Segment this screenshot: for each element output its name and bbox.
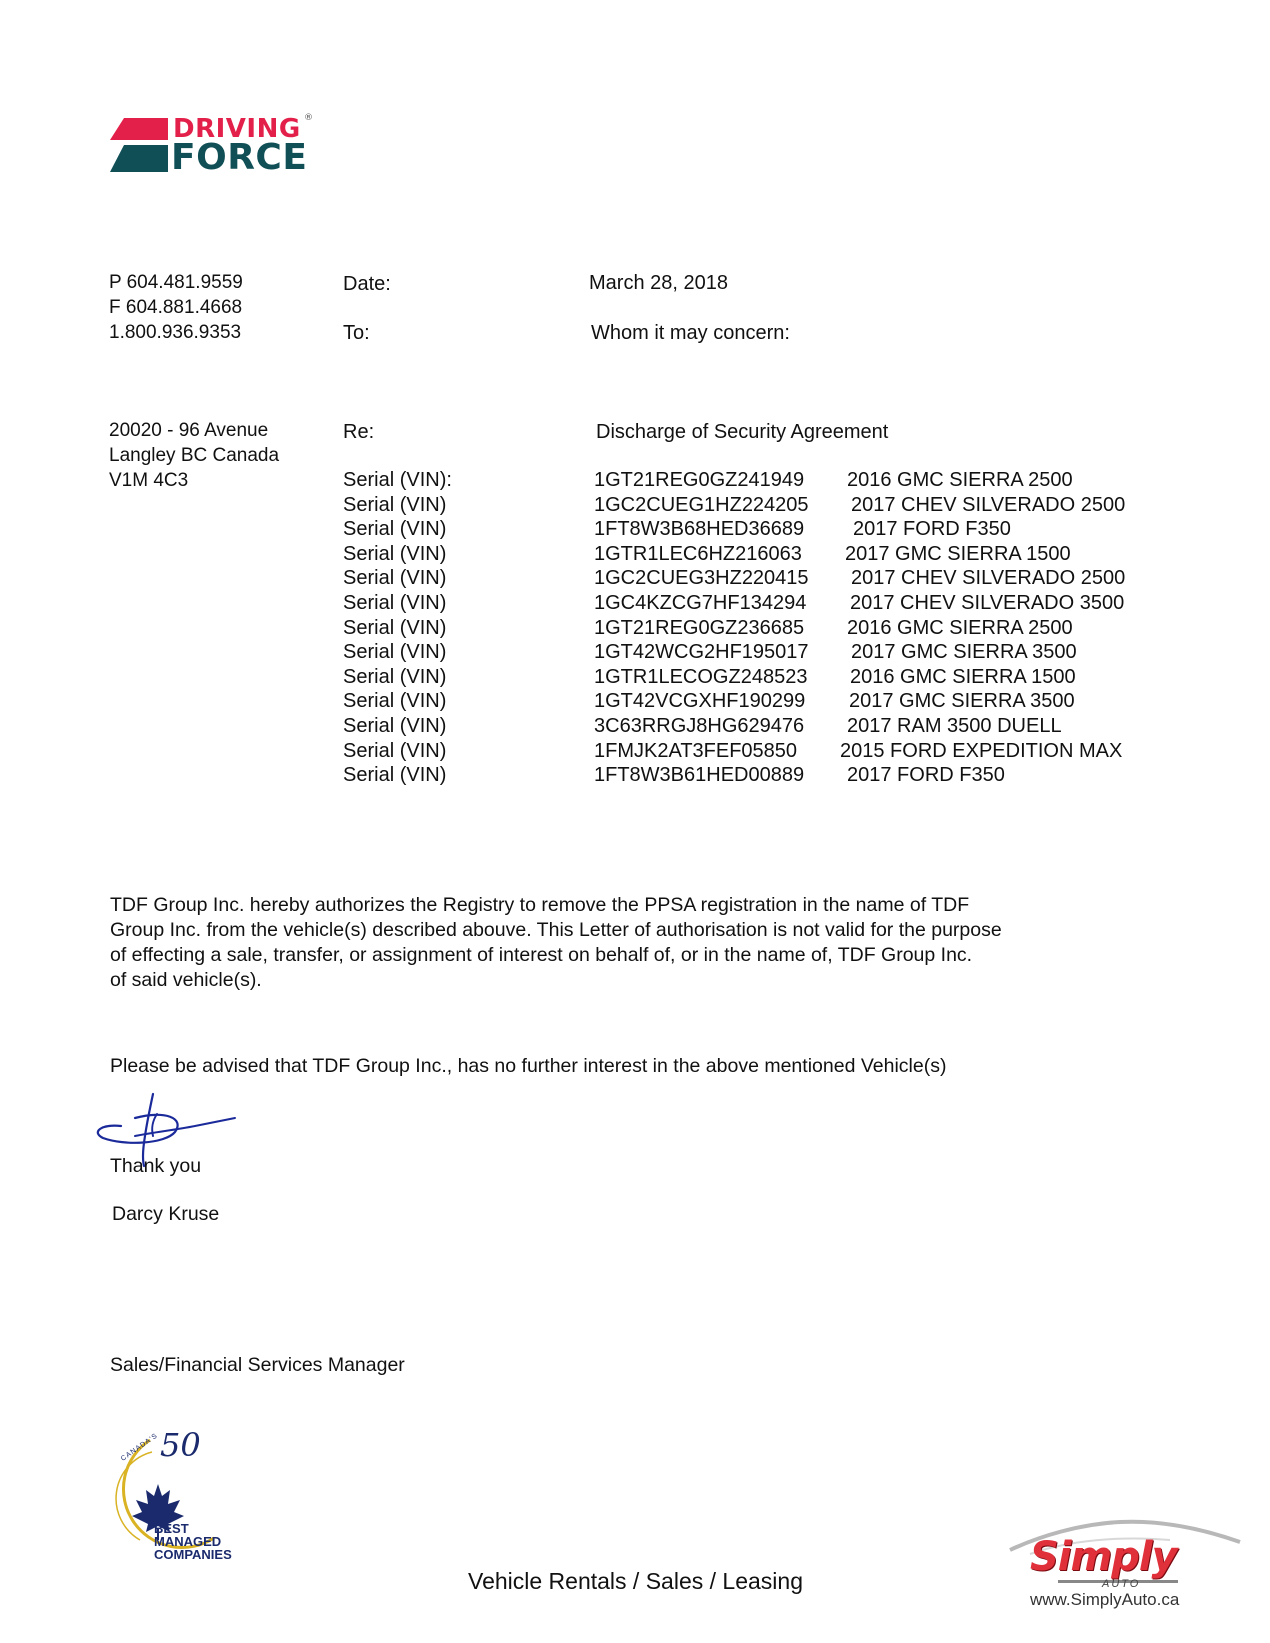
re-label: Re: xyxy=(343,421,375,443)
address-line-3: V1M 4C3 xyxy=(109,470,189,491)
award-number: 50 xyxy=(160,1426,201,1464)
logo-word-driving: DRIVING xyxy=(173,114,301,144)
vehicle-row xyxy=(343,469,1270,494)
vehicle-list xyxy=(343,469,1243,799)
vehicle-description: 2017 CHEV SILVERADO 2500 xyxy=(851,493,1126,516)
address-block xyxy=(109,418,279,493)
vin-number: 1GTR1LEC6HZ216063 xyxy=(594,542,802,565)
simply-auto-logo xyxy=(1000,1510,1245,1615)
to-label: To: xyxy=(343,322,370,344)
vin-label: Serial (VIN) xyxy=(343,739,447,762)
vehicle-description: 2017 GMC SIERRA 3500 xyxy=(851,641,1077,664)
authorization-paragraph xyxy=(110,893,1170,993)
award-arc-text: CANADA'S xyxy=(119,1432,160,1463)
vin-label: Serial (VIN) xyxy=(343,493,447,516)
simply-brand: Simply xyxy=(1030,1534,1177,1580)
vin-number: 3C63RRGJ8HG629476 xyxy=(594,715,805,737)
vin-label: Serial (VIN) xyxy=(343,616,447,639)
vehicle-description: 2016 GMC SIERRA 2500 xyxy=(847,469,1073,491)
vin-label: Serial (VIN) xyxy=(343,518,447,541)
vehicle-row xyxy=(343,740,1270,765)
vin-number: 1GTR1LECOGZ248523 xyxy=(594,665,808,688)
logo-word-force: FORCE xyxy=(171,137,308,178)
thank-you-text: Thank you xyxy=(110,1155,202,1177)
paragraph-line: of effecting a sale, transfer, or assignment of interest on behalf of, or in the name of, TDF Group Inc. xyxy=(110,944,973,966)
vehicle-row xyxy=(343,690,1270,715)
award-line-2: MANAGED xyxy=(154,1534,222,1549)
vin-label: Serial (VIN) xyxy=(343,715,447,737)
vin-number: 1GT42VCGXHF190299 xyxy=(594,690,806,713)
re-value: Discharge of Security Agreement xyxy=(596,421,889,443)
vehicle-description: 2017 FORD F350 xyxy=(853,518,1011,541)
contact-block xyxy=(109,270,243,345)
vin-number: 1GT21REG0GZ241949 xyxy=(594,469,805,491)
vin-number: 1FT8W3B61HED00889 xyxy=(594,764,805,787)
vin-label: Serial (VIN) xyxy=(343,641,447,664)
vehicle-row xyxy=(343,567,1270,592)
vehicle-description: 2017 GMC SIERRA 3500 xyxy=(849,690,1075,713)
signer-title: Sales/Financial Services Manager xyxy=(110,1354,405,1376)
vin-label: Serial (VIN) xyxy=(343,567,447,590)
vehicle-row xyxy=(343,715,1270,740)
vin-label: Serial (VIN) xyxy=(343,592,447,614)
date-label: Date: xyxy=(343,273,391,295)
vehicle-description: 2016 GMC SIERRA 2500 xyxy=(847,616,1073,639)
driving-force-logo xyxy=(110,113,330,178)
vin-number: 1GC4KZCG7HF134294 xyxy=(594,592,807,614)
vin-label: Serial (VIN) xyxy=(343,764,447,787)
simply-sub: AUTO xyxy=(1102,1578,1141,1590)
vin-number: 1GT21REG0GZ236685 xyxy=(594,616,805,639)
vehicle-row xyxy=(343,617,1270,642)
notice-text: Please be advised that TDF Group Inc., has no further interest in the above mentioned Vehicle(s) xyxy=(110,1055,947,1077)
signer-name: Darcy Kruse xyxy=(112,1203,220,1225)
vin-label: Serial (VIN) xyxy=(343,690,447,713)
to-value: Whom it may concern: xyxy=(591,322,790,344)
vin-number: 1FMJK2AT3FEF05850 xyxy=(594,739,798,762)
vehicle-description: 2017 CHEV SILVERADO 3500 xyxy=(850,592,1125,614)
footer-tagline: Vehicle Rentals / Sales / Leasing xyxy=(468,1568,803,1594)
vehicle-description: 2017 CHEV SILVERADO 2500 xyxy=(851,567,1126,590)
vehicle-description: 2016 GMC SIERRA 1500 xyxy=(850,665,1076,688)
vehicle-row xyxy=(343,543,1270,568)
paragraph-line: Group Inc. from the vehicle(s) described abouve. This Letter of authorisation is not valid for the purpose xyxy=(110,919,1002,941)
award-line-1: BEST xyxy=(154,1521,189,1536)
vehicle-description: 2017 GMC SIERRA 1500 xyxy=(845,542,1071,565)
vin-number: 1GT42WCG2HF195017 xyxy=(594,641,809,664)
simply-url: www.SimplyAuto.ca xyxy=(1030,1590,1180,1609)
vin-number: 1GC2CUEG1HZ224205 xyxy=(594,493,809,516)
vin-label: Serial (VIN): xyxy=(343,469,452,491)
address-line-1: 20020 - 96 Avenue xyxy=(109,420,269,441)
vehicle-row xyxy=(343,666,1270,691)
vin-number: 1GC2CUEG3HZ220415 xyxy=(594,567,809,590)
fax-number: F 604.881.4668 xyxy=(109,297,243,318)
paragraph-line: of said vehicle(s). xyxy=(110,969,262,991)
vin-number: 1FT8W3B68HED36689 xyxy=(594,518,805,541)
award-text xyxy=(154,1522,232,1561)
vehicle-description: 2017 FORD F350 xyxy=(847,764,1005,787)
vin-label: Serial (VIN) xyxy=(343,665,447,688)
award-line-3: COMPANIES xyxy=(154,1547,232,1562)
phone-number: P 604.481.9559 xyxy=(109,272,243,293)
date-value: March 28, 2018 xyxy=(589,272,728,294)
vehicle-description: 2017 RAM 3500 DUELL xyxy=(847,715,1062,737)
paragraph-line: TDF Group Inc. hereby authorizes the Registry to remove the PPSA registration in the name of TDF xyxy=(110,894,970,916)
vehicle-row xyxy=(343,764,1270,789)
vehicle-row xyxy=(343,641,1270,666)
vehicle-row xyxy=(343,518,1270,543)
vehicle-row xyxy=(343,494,1270,519)
best-managed-companies-badge xyxy=(88,1428,248,1573)
address-line-2: Langley BC Canada xyxy=(109,445,280,466)
logo-registered-mark: ® xyxy=(304,113,313,123)
toll-free-number: 1.800.936.9353 xyxy=(109,322,242,343)
vehicle-description: 2015 FORD EXPEDITION MAX xyxy=(840,739,1123,762)
vin-label: Serial (VIN) xyxy=(343,542,447,565)
vehicle-row xyxy=(343,592,1270,617)
